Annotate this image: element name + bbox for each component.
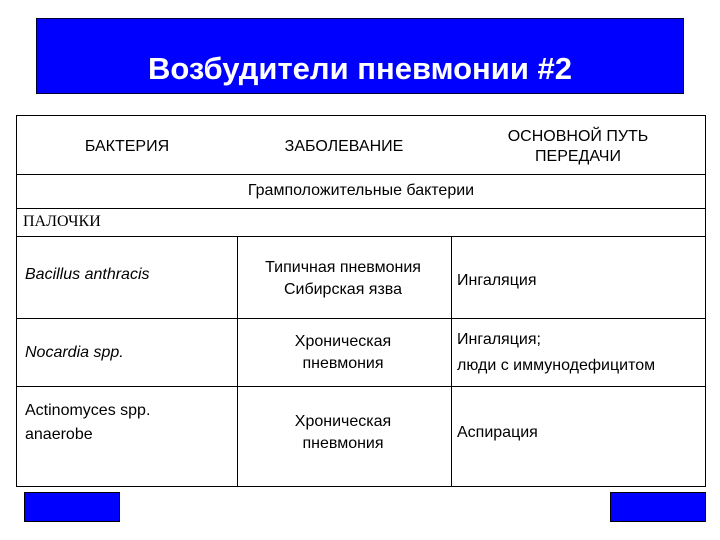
row2-route: [457, 320, 709, 386]
next-slide-button[interactable]: [610, 492, 706, 522]
row2-bacterium: [25, 320, 240, 386]
page-title: Возбудители пневмонии #2: [147, 51, 572, 86]
row2-bacterium-text: Nocardia spp.: [25, 344, 124, 361]
row1-route: [457, 244, 709, 318]
header-route-line2: ПЕРЕДАЧИ: [535, 148, 621, 165]
row1-bacterium-text: Bacillus anthracis: [25, 266, 150, 283]
header-route-line1: ОСНОВНОЙ ПУТЬ: [507, 128, 649, 145]
row3-route: [457, 402, 709, 464]
row1-disease-line2: Сибирская язва: [283, 281, 403, 298]
header-route: [451, 116, 705, 178]
row1-bacterium: [25, 238, 240, 312]
divider: [17, 236, 705, 237]
header-disease-label: ЗАБОЛЕВАНИЕ: [284, 138, 404, 155]
pathogen-table: [16, 115, 706, 487]
divider: [451, 236, 452, 486]
row3-route-line1: Аспирация: [457, 424, 538, 441]
group-row: [17, 174, 705, 208]
row1-disease-line1: Типичная пневмония: [265, 259, 421, 276]
header-bacterium-label: БАКТЕРИЯ: [84, 138, 170, 155]
row2-route-line1: Ингаляция;: [457, 331, 541, 348]
prev-slide-button[interactable]: [24, 492, 120, 522]
row3-bacterium: [25, 388, 240, 458]
row2-disease-line1: Хроническая: [294, 333, 392, 350]
subgroup-label: ПАЛОЧКИ: [23, 213, 101, 230]
divider: [17, 318, 705, 319]
divider: [17, 386, 705, 387]
row3-disease: [238, 402, 448, 464]
row3-bacterium-line2: anaerobe: [25, 426, 93, 443]
header-bacterium: [17, 116, 237, 178]
row1-disease: [238, 242, 448, 316]
header-disease: [237, 116, 451, 178]
row1-route-line1: Ингаляция: [457, 272, 537, 289]
title-bar: [36, 18, 684, 94]
row2-disease: [238, 320, 448, 386]
row3-disease-line2: пневмония: [302, 435, 384, 452]
row2-route-line2: люди с иммунодефицитом: [457, 357, 656, 374]
row3-disease-line1: Хроническая: [294, 413, 392, 430]
row3-bacterium-line1: Actinomyces spp.: [25, 402, 151, 419]
subgroup-row: [23, 208, 323, 236]
group-label: Грамположительные бактерии: [247, 182, 475, 199]
row2-disease-line2: пневмония: [302, 355, 384, 372]
